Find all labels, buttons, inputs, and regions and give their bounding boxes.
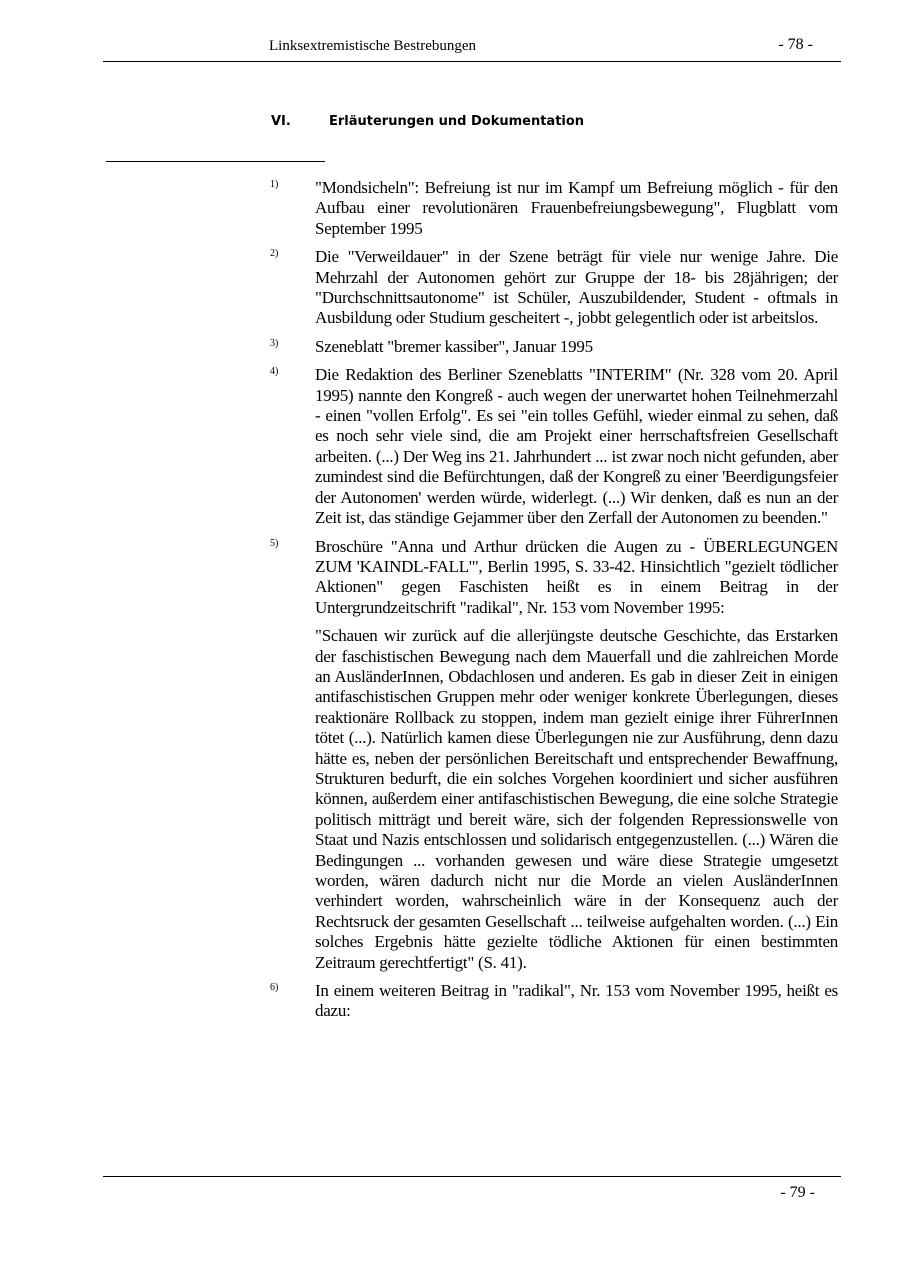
footnote-text: In einem weiteren Beitrag in "radikal", Nr. 153 vom November 1995, heißt es dazu: [315,981,838,1021]
footnote-text: Szeneblatt "bremer kassiber", Januar 1995 [315,336,593,356]
section-heading [271,114,584,129]
footnote-marker: 1) [270,179,279,190]
footnote-separator [106,161,325,162]
footnote-text: Die Redaktion des Berliner Szeneblatts "INTERIM" (Nr. 328 vom 20. April 1995) nannte den Kongreß - auch wegen der unerwartet hohen Teilnehmerzahl - einen "vollen Erfolg". Es sei "ein tolles Gefühl, wieder einmal zu sehen, daß es noch sehr viele sind, die am Projekt einer herrschaftsfreien Gesellschaft arbeiten. (...) Der Weg ins 21. Jahrhundert ... ist zwar noch nicht gefunden, aber zumindest sind die Befürchtungen, daß der Kongreß zu einer 'Beerdigungsfeier der Autonomen' werden würde, widerlegt. (...) Wir denken, daß es nun an der Zeit ist, das ständige Gejammer über den Zerfall der Autonomen zu beenden." [315,365,838,528]
footnote [270,178,838,239]
footnote-text: Broschüre "Anna und Arthur drücken die Augen zu - ÜBERLEGUNGEN ZUM 'KAINDL-FALL'", Berlin 1995, S. 33-42. Hinsichtlich "gezielt tödlicher Aktionen" gegen Faschisten heißt es in einem Beitrag in der Untergrundzeitschrift "radikal", Nr. 153 vom November 1995: [315,536,838,617]
footnote-text: "Mondsicheln": Befreiung ist nur im Kampf um Befreiung möglich - für den Aufbau einer revolutionären Frauenbefreiungsbewegung", Flugblatt vom September 1995 [315,178,838,238]
page-number-bottom: - 79 - [780,1184,815,1201]
footnote [270,981,838,1022]
footnote-marker: 5) [270,537,279,549]
page-header [103,34,841,62]
footnote-text: "Schauen wir zurück auf die allerjüngste deutsche Geschichte, das Erstarken der faschistischen Bewegung nach dem Mauerfall und die zahlreichen Morde an AusländerInnen, Obdachlosen und anderen. Es gab in dieser Zeit in einigen antifaschistischen Gruppen mehr oder weniger konkrete Überlegungen, dieses reaktionäre Rollback zu stoppen, indem man gezielt einige ihrer FührerInnen tötet (...). Natürlich kamen diese Überlegungen nie zur Ausführung, denn dazu hätte es, neben der persönlichen Bereitschaft und entsprechender Bewaffnung, Strukturen bedurft, die ein solches Vorgehen koordiniert und sicher ausführen können, außerdem einer antifaschistischen Bewegung, die eine solche Strategie politisch mitträgt und bereit wäre, sich der folgenden Repressionswelle von Staat und Nazis entschlossen und solidarisch entgegenzustellen. (...) Wären die Bedingungen ... vorhanden gewesen und wäre diese Strategie umgesetzt worden, wären dadurch nicht nur die Morde an vielen AusländerInnen verhindert worden, wahrscheinlich wäre in der Konsequenz auch der Rechtsruck der gesamten Gesellschaft ... teilweise aufgehalten worden. (...) Ein solches Ergebnis hätte gezielte tödliche Aktionen für einen bestimmten Zeitraum gerechtfertigt" (S. 41). [315,626,838,972]
running-title: Linksextremistische Bestrebungen [269,38,477,54]
footnote [270,337,838,357]
footnote-marker: 4) [270,366,279,378]
section-number: VI. [271,114,291,129]
page-footer-rule [103,1176,841,1177]
section-title: Erläuterungen und Dokumentation [329,114,585,129]
footnote-marker: 3) [270,337,279,349]
footnote-list [270,178,838,1030]
page-number-top: - 78 - [778,36,813,53]
footnote [270,365,838,528]
footnote-marker: 6) [270,982,279,994]
footnote-marker: 2) [270,248,279,260]
footnote-text: Die "Verweildauer" in der Szene beträgt für viele nur wenige Jahre. Die Mehrzahl der Autonomen gehört zur Gruppe der 18- bis 28jährigen; der "Durchschnittsautonome" ist Schüler, Auszubildender, Student - oftmals in Ausbildung oder Studium gescheitert -, jobbt gelegentlich oder ist arbeitslos. [315,247,838,328]
footnote [270,537,838,974]
footnote [270,247,838,329]
